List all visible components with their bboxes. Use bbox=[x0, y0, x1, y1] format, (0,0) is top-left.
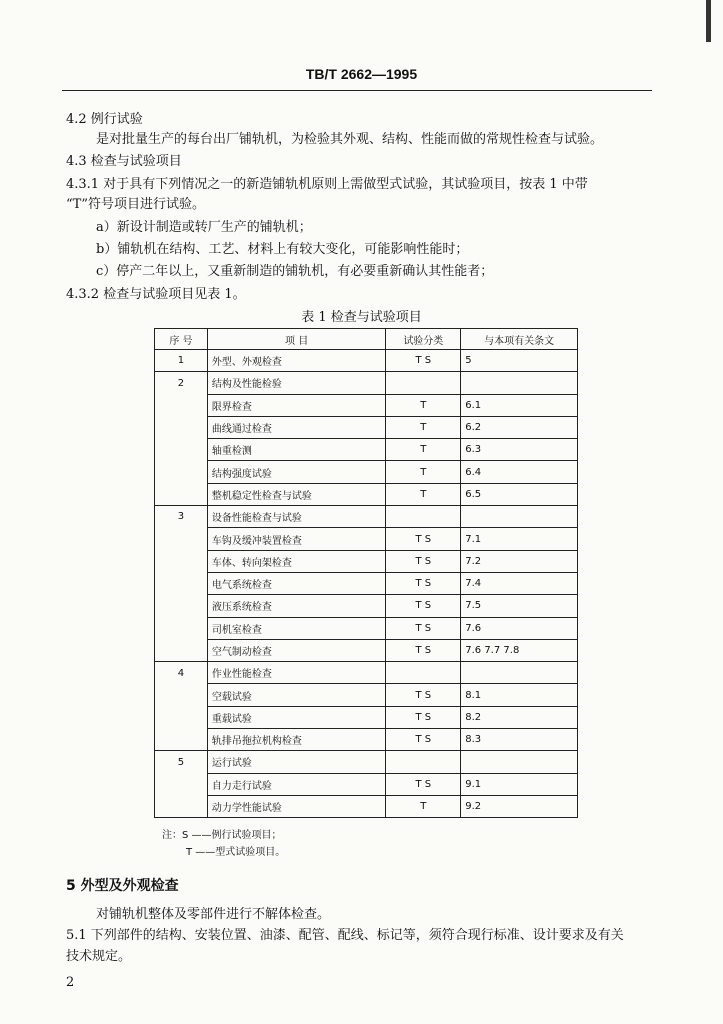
row-item-cell: 运行试验 bbox=[207, 751, 386, 773]
row-ref-cell: 9.2 bbox=[461, 795, 578, 817]
section-5-1-line1: 5.1 下列部件的结构、安装位置、油漆、配管、配线、标记等，须符合现行标准、设计要求及有关 bbox=[66, 928, 624, 943]
row-ref-cell: 6.5 bbox=[461, 483, 578, 505]
row-type-cell bbox=[386, 506, 461, 528]
row-item-cell: 车体、转向架检查 bbox=[207, 550, 386, 572]
row-no-cell bbox=[155, 773, 208, 795]
table-row bbox=[155, 662, 578, 684]
row-no-cell: 4 bbox=[155, 662, 208, 684]
row-item-cell: 轴重检测 bbox=[207, 439, 386, 461]
row-type-cell: T S bbox=[386, 572, 461, 594]
row-ref-cell bbox=[461, 372, 578, 394]
row-ref-cell bbox=[461, 506, 578, 528]
row-no-cell bbox=[155, 595, 208, 617]
list-item-a: a）新设计制造或转厂生产的铺轨机； bbox=[96, 220, 312, 235]
list-item-b: b）铺轨机在结构、工艺、材料上有较大变化，可能影响性能时； bbox=[96, 242, 469, 257]
row-ref-cell: 6.1 bbox=[461, 394, 578, 416]
table-row bbox=[155, 639, 578, 661]
row-type-cell: T bbox=[386, 439, 461, 461]
section-4-3-heading: 4.3 检查与试验项目 bbox=[66, 154, 182, 169]
row-no-cell: 1 bbox=[155, 350, 208, 372]
row-item-cell: 液压系统检查 bbox=[207, 595, 386, 617]
row-no-cell bbox=[155, 729, 208, 751]
table-row bbox=[155, 617, 578, 639]
section-4-3-1-line2: “T”符号项目进行试验。 bbox=[66, 197, 205, 212]
row-no-cell: 2 bbox=[155, 372, 208, 394]
row-type-cell bbox=[386, 662, 461, 684]
row-ref-cell: 7.5 bbox=[461, 595, 578, 617]
row-type-cell bbox=[386, 751, 461, 773]
row-no-cell bbox=[155, 572, 208, 594]
section-4-2-body: 是对批量生产的每台出厂铺轨机，为检验其外观、结构、性能而做的常规性检查与试验。 bbox=[96, 132, 604, 147]
table-row bbox=[155, 729, 578, 751]
table-body bbox=[155, 350, 578, 818]
table-row bbox=[155, 572, 578, 594]
row-item-cell: 轨排吊拖拉机构检查 bbox=[207, 729, 386, 751]
table-row bbox=[155, 350, 578, 372]
table-row bbox=[155, 461, 578, 483]
row-type-cell: T S bbox=[386, 639, 461, 661]
row-ref-cell: 7.1 bbox=[461, 528, 578, 550]
row-no-cell bbox=[155, 639, 208, 661]
row-item-cell: 电气系统检查 bbox=[207, 572, 386, 594]
row-item-cell: 外型、外观检查 bbox=[207, 350, 386, 372]
row-no-cell bbox=[155, 795, 208, 817]
row-type-cell: T bbox=[386, 394, 461, 416]
standard-number-header: TB/T 2662—1995 bbox=[305, 66, 418, 82]
row-item-cell: 动力学性能试验 bbox=[207, 795, 386, 817]
row-no-cell: 3 bbox=[155, 506, 208, 528]
row-item-cell: 整机稳定性检查与试验 bbox=[207, 483, 386, 505]
section-4-3-1-line1: 4.3.1 对于具有下列情况之一的新造铺轨机原则上需做型式试验，其试验项目，按表 1 中带 bbox=[66, 177, 588, 192]
table-row bbox=[155, 751, 578, 773]
row-item-cell: 设备性能检查与试验 bbox=[207, 506, 386, 528]
row-type-cell: T bbox=[386, 795, 461, 817]
header-type: 试验分类 bbox=[386, 329, 461, 350]
row-ref-cell: 7.2 bbox=[461, 550, 578, 572]
row-type-cell: T bbox=[386, 461, 461, 483]
row-no-cell bbox=[155, 394, 208, 416]
row-type-cell: T S bbox=[386, 773, 461, 795]
row-item-cell: 作业性能检查 bbox=[207, 662, 386, 684]
row-type-cell: T S bbox=[386, 528, 461, 550]
row-item-cell: 空气制动检查 bbox=[207, 639, 386, 661]
row-item-cell: 限界检查 bbox=[207, 394, 386, 416]
row-no-cell bbox=[155, 528, 208, 550]
row-ref-cell: 6.4 bbox=[461, 461, 578, 483]
row-type-cell bbox=[386, 372, 461, 394]
header-rule bbox=[62, 90, 652, 91]
section-4-3-2: 4.3.2 检查与试验项目见表 1。 bbox=[66, 287, 246, 302]
row-ref-cell: 6.3 bbox=[461, 439, 578, 461]
row-ref-cell: 5 bbox=[461, 350, 578, 372]
test-items-table bbox=[154, 328, 578, 818]
row-type-cell: T S bbox=[386, 617, 461, 639]
row-type-cell: T bbox=[386, 416, 461, 438]
row-type-cell: T S bbox=[386, 550, 461, 572]
row-type-cell: T bbox=[386, 483, 461, 505]
scan-edge-mark bbox=[706, 0, 711, 42]
table-row bbox=[155, 483, 578, 505]
table-row bbox=[155, 372, 578, 394]
row-type-cell: T S bbox=[386, 595, 461, 617]
header-no: 序 号 bbox=[155, 329, 208, 350]
table-row bbox=[155, 506, 578, 528]
row-type-cell: T S bbox=[386, 684, 461, 706]
row-ref-cell: 7.6 bbox=[461, 617, 578, 639]
table-row bbox=[155, 416, 578, 438]
table-row bbox=[155, 706, 578, 728]
row-item-cell: 重载试验 bbox=[207, 706, 386, 728]
list-item-c: c）停产二年以上，又重新制造的铺轨机，有必要重新确认其性能者； bbox=[96, 264, 494, 279]
row-item-cell: 结构强度试验 bbox=[207, 461, 386, 483]
row-type-cell: T S bbox=[386, 729, 461, 751]
row-ref-cell: 8.1 bbox=[461, 684, 578, 706]
row-no-cell bbox=[155, 483, 208, 505]
row-ref-cell bbox=[461, 662, 578, 684]
table-row bbox=[155, 550, 578, 572]
row-ref-cell: 8.2 bbox=[461, 706, 578, 728]
row-ref-cell bbox=[461, 751, 578, 773]
table-row bbox=[155, 394, 578, 416]
row-ref-cell: 6.2 bbox=[461, 416, 578, 438]
row-ref-cell: 8.3 bbox=[461, 729, 578, 751]
row-no-cell bbox=[155, 461, 208, 483]
row-no-cell bbox=[155, 684, 208, 706]
table-note-s: 注：S ——例行试验项目； bbox=[162, 830, 282, 841]
row-item-cell: 车钩及缓冲装置检查 bbox=[207, 528, 386, 550]
row-type-cell: T S bbox=[386, 350, 461, 372]
table-row bbox=[155, 684, 578, 706]
row-no-cell bbox=[155, 706, 208, 728]
table-caption: 表 1 检查与试验项目 bbox=[301, 310, 422, 325]
row-no-cell bbox=[155, 617, 208, 639]
header-ref: 与本项有关条文 bbox=[461, 329, 578, 350]
table-note-t: T ——型式试验项目。 bbox=[186, 847, 286, 858]
table-row bbox=[155, 595, 578, 617]
row-item-cell: 自力走行试验 bbox=[207, 773, 386, 795]
row-no-cell bbox=[155, 416, 208, 438]
header-item: 项 目 bbox=[207, 329, 386, 350]
table-row bbox=[155, 773, 578, 795]
row-ref-cell: 7.4 bbox=[461, 572, 578, 594]
row-no-cell bbox=[155, 550, 208, 572]
section-4-2-heading: 4.2 例行试验 bbox=[66, 112, 143, 127]
section-5-1-line2: 技术规定。 bbox=[66, 949, 132, 964]
table-row bbox=[155, 439, 578, 461]
table-header-row bbox=[155, 329, 578, 350]
section-5-body: 对铺轨机整体及零部件进行不解体检查。 bbox=[96, 907, 331, 922]
table-row bbox=[155, 795, 578, 817]
row-no-cell: 5 bbox=[155, 751, 208, 773]
page-number: 2 bbox=[66, 975, 75, 990]
table-row bbox=[155, 528, 578, 550]
row-item-cell: 司机室检查 bbox=[207, 617, 386, 639]
row-item-cell: 空载试验 bbox=[207, 684, 386, 706]
row-ref-cell: 9.1 bbox=[461, 773, 578, 795]
section-5-heading: 5 外型及外观检查 bbox=[66, 878, 179, 894]
row-no-cell bbox=[155, 439, 208, 461]
row-item-cell: 曲线通过检查 bbox=[207, 416, 386, 438]
row-type-cell: T S bbox=[386, 706, 461, 728]
row-ref-cell: 7.6 7.7 7.8 bbox=[461, 639, 578, 661]
row-item-cell: 结构及性能检验 bbox=[207, 372, 386, 394]
